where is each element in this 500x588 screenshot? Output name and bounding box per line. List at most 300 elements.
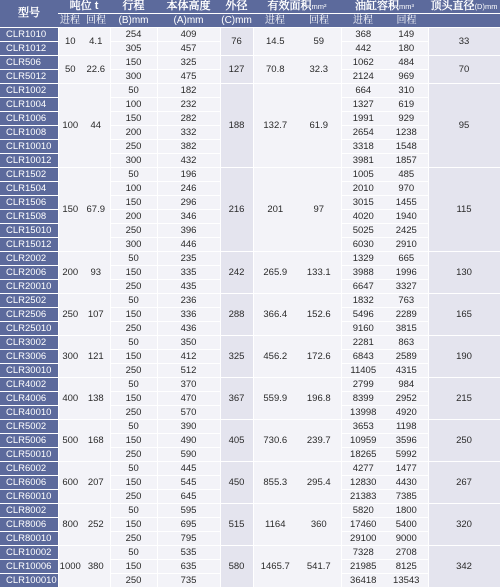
header-row-1 — [0, 0, 500, 14]
tonnage-advance-cell: 600 — [58, 462, 82, 504]
height-cell: 390 — [157, 420, 220, 434]
area-advance-cell: 201 — [253, 168, 297, 252]
table-row — [0, 420, 500, 434]
tonnage-advance-cell: 800 — [58, 504, 82, 546]
stroke-cell: 150 — [110, 350, 157, 364]
table-row — [0, 336, 500, 350]
oil-retract-cell: 984 — [385, 378, 428, 392]
stroke-cell: 50 — [110, 504, 157, 518]
height-cell: 490 — [157, 434, 220, 448]
area-advance-cell: 1164 — [253, 504, 297, 546]
oil-advance-cell: 1991 — [341, 112, 385, 126]
header-area-advance: 进程 — [253, 14, 297, 28]
model-cell: CLR1002 — [0, 84, 58, 98]
table-row — [0, 504, 500, 518]
model-cell: CLR1006 — [0, 112, 58, 126]
oil-advance-cell: 6030 — [341, 238, 385, 252]
height-cell: 246 — [157, 182, 220, 196]
stroke-cell: 300 — [110, 154, 157, 168]
height-cell: 475 — [157, 70, 220, 84]
area-advance-cell: 1465.7 — [253, 546, 297, 588]
header-head — [428, 0, 500, 14]
model-cell: CLR1012 — [0, 42, 58, 56]
model-cell: CLR30010 — [0, 364, 58, 378]
outer-diameter-cell: 405 — [220, 420, 253, 462]
model-cell: CLR5006 — [0, 434, 58, 448]
model-cell: CLR2506 — [0, 308, 58, 322]
tonnage-retract-cell: 380 — [82, 546, 110, 588]
stroke-cell: 250 — [110, 406, 157, 420]
header-height — [157, 0, 220, 14]
head-diameter-cell: 95 — [428, 84, 500, 168]
table-row — [0, 294, 500, 308]
stroke-cell: 150 — [110, 112, 157, 126]
header-outer — [220, 0, 253, 14]
oil-advance-cell: 13998 — [341, 406, 385, 420]
oil-advance-cell: 368 — [341, 28, 385, 42]
oil-retract-cell: 310 — [385, 84, 428, 98]
tonnage-advance-cell: 50 — [58, 56, 82, 84]
stroke-cell: 150 — [110, 308, 157, 322]
header-head-unit: (D)mm — [474, 2, 498, 11]
model-cell: CLR10002 — [0, 546, 58, 560]
model-cell: CLR10006 — [0, 560, 58, 574]
table-row — [0, 252, 500, 266]
model-cell: CLR506 — [0, 56, 58, 70]
stroke-cell: 250 — [110, 532, 157, 546]
oil-retract-cell: 1857 — [385, 154, 428, 168]
tonnage-advance-cell: 10 — [58, 28, 82, 56]
head-diameter-cell: 115 — [428, 168, 500, 252]
oil-advance-cell: 1005 — [341, 168, 385, 182]
area-advance-cell: 559.9 — [253, 378, 297, 420]
model-cell: CLR80010 — [0, 532, 58, 546]
header-height-label: 本体高度 — [166, 0, 211, 12]
tonnage-retract-cell: 168 — [82, 420, 110, 462]
model-cell: CLR15012 — [0, 238, 58, 252]
outer-diameter-cell: 216 — [220, 168, 253, 252]
stroke-cell: 50 — [110, 294, 157, 308]
oil-advance-cell: 4020 — [341, 210, 385, 224]
header-oil-advance: 进程 — [341, 14, 385, 28]
oil-retract-cell: 1800 — [385, 504, 428, 518]
model-cell: CLR1502 — [0, 168, 58, 182]
header-area-unit: mm² — [311, 2, 327, 11]
model-cell: CLR5002 — [0, 420, 58, 434]
oil-advance-cell: 3653 — [341, 420, 385, 434]
header-stroke-label: 行程 — [122, 0, 145, 12]
model-cell: CLR15010 — [0, 224, 58, 238]
oil-retract-cell: 619 — [385, 98, 428, 112]
table-row — [0, 462, 500, 476]
stroke-cell: 150 — [110, 560, 157, 574]
tonnage-retract-cell: 93 — [82, 252, 110, 294]
oil-advance-cell: 10959 — [341, 434, 385, 448]
header-area — [253, 0, 341, 14]
table-row — [0, 56, 500, 70]
height-cell: 735 — [157, 574, 220, 588]
area-advance-cell: 366.4 — [253, 294, 297, 336]
area-retract-cell: 239.7 — [297, 420, 341, 462]
height-cell: 570 — [157, 406, 220, 420]
oil-retract-cell: 3815 — [385, 322, 428, 336]
head-diameter-cell: 130 — [428, 252, 500, 294]
oil-retract-cell: 2289 — [385, 308, 428, 322]
oil-advance-cell: 5496 — [341, 308, 385, 322]
stroke-cell: 50 — [110, 168, 157, 182]
stroke-cell: 150 — [110, 434, 157, 448]
area-advance-cell: 14.5 — [253, 28, 297, 56]
oil-retract-cell: 2425 — [385, 224, 428, 238]
oil-retract-cell: 665 — [385, 252, 428, 266]
oil-retract-cell: 2910 — [385, 238, 428, 252]
outer-diameter-cell: 580 — [220, 546, 253, 588]
model-cell: CLR10012 — [0, 154, 58, 168]
header-outer-unit: (C)mm — [221, 15, 252, 26]
height-cell: 445 — [157, 462, 220, 476]
head-diameter-cell: 320 — [428, 504, 500, 546]
oil-advance-cell: 8399 — [341, 392, 385, 406]
model-cell: CLR8006 — [0, 518, 58, 532]
model-cell: CLR60010 — [0, 490, 58, 504]
header-tonnage-unit: t — [94, 0, 99, 12]
stroke-cell: 250 — [110, 574, 157, 588]
model-cell: CLR40010 — [0, 406, 58, 420]
tonnage-retract-cell: 22.6 — [82, 56, 110, 84]
oil-retract-cell: 1996 — [385, 266, 428, 280]
stroke-cell: 250 — [110, 364, 157, 378]
model-cell: CLR20010 — [0, 280, 58, 294]
tonnage-advance-cell: 1000 — [58, 546, 82, 588]
header-area-retract: 回程 — [297, 14, 341, 28]
tonnage-advance-cell: 250 — [58, 294, 82, 336]
stroke-cell: 150 — [110, 476, 157, 490]
stroke-cell: 250 — [110, 490, 157, 504]
table-row — [0, 546, 500, 560]
height-cell: 590 — [157, 448, 220, 462]
oil-retract-cell: 13543 — [385, 574, 428, 588]
area-retract-cell: 196.8 — [297, 378, 341, 420]
header-advance: 进程 — [60, 15, 80, 26]
head-diameter-cell: 190 — [428, 336, 500, 378]
oil-advance-cell: 12830 — [341, 476, 385, 490]
tonnage-advance-cell: 300 — [58, 336, 82, 378]
header-tonnage — [58, 0, 110, 14]
model-cell: CLR1010 — [0, 28, 58, 42]
tonnage-retract-cell: 252 — [82, 504, 110, 546]
height-cell: 396 — [157, 224, 220, 238]
height-cell: 332 — [157, 126, 220, 140]
height-cell: 296 — [157, 196, 220, 210]
tonnage-retract-cell: 121 — [82, 336, 110, 378]
tonnage-retract-cell: 4.1 — [82, 28, 110, 56]
area-advance-cell: 265.9 — [253, 252, 297, 294]
height-cell: 457 — [157, 42, 220, 56]
model-cell: CLR6006 — [0, 476, 58, 490]
area-retract-cell: 360 — [297, 504, 341, 546]
oil-retract-cell: 863 — [385, 336, 428, 350]
oil-retract-cell: 5992 — [385, 448, 428, 462]
model-cell: CLR4006 — [0, 392, 58, 406]
header-head-blank — [428, 14, 500, 28]
oil-retract-cell: 485 — [385, 168, 428, 182]
stroke-cell: 250 — [110, 448, 157, 462]
header-retract: 回程 — [82, 14, 110, 28]
table-row — [0, 84, 500, 98]
model-cell: CLR50010 — [0, 448, 58, 462]
head-diameter-cell: 250 — [428, 420, 500, 462]
stroke-cell: 150 — [110, 196, 157, 210]
stroke-cell: 50 — [110, 84, 157, 98]
oil-advance-cell: 7328 — [341, 546, 385, 560]
oil-advance-cell: 9160 — [341, 322, 385, 336]
oil-advance-cell: 3318 — [341, 140, 385, 154]
oil-retract-cell: 929 — [385, 112, 428, 126]
table-row — [0, 378, 500, 392]
oil-advance-cell: 21383 — [341, 490, 385, 504]
height-cell: 346 — [157, 210, 220, 224]
oil-advance-cell: 1062 — [341, 56, 385, 70]
header-outer-label: 外径 — [225, 0, 248, 12]
oil-advance-cell: 6647 — [341, 280, 385, 294]
stroke-cell: 150 — [110, 392, 157, 406]
model-cell: CLR3006 — [0, 350, 58, 364]
header-oil-unit: mm³ — [399, 2, 415, 11]
stroke-cell: 50 — [110, 252, 157, 266]
stroke-cell: 200 — [110, 126, 157, 140]
header-model-label: 型号 — [18, 7, 40, 19]
area-advance-cell: 855.3 — [253, 462, 297, 504]
area-retract-cell: 97 — [297, 168, 341, 252]
oil-retract-cell: 970 — [385, 182, 428, 196]
oil-retract-cell: 2708 — [385, 546, 428, 560]
stroke-cell: 300 — [110, 70, 157, 84]
oil-retract-cell: 1238 — [385, 126, 428, 140]
stroke-cell: 254 — [110, 28, 157, 42]
oil-advance-cell: 1327 — [341, 98, 385, 112]
head-diameter-cell: 33 — [428, 28, 500, 56]
oil-advance-cell: 1329 — [341, 252, 385, 266]
model-cell: CLR5012 — [0, 70, 58, 84]
model-cell: CLR3002 — [0, 336, 58, 350]
outer-diameter-cell: 325 — [220, 336, 253, 378]
oil-advance-cell: 2654 — [341, 126, 385, 140]
oil-retract-cell: 8125 — [385, 560, 428, 574]
header-area-label: 有效面积 — [267, 0, 312, 12]
oil-retract-cell: 1548 — [385, 140, 428, 154]
oil-advance-cell: 5820 — [341, 504, 385, 518]
tonnage-retract-cell: 207 — [82, 462, 110, 504]
outer-diameter-cell: 515 — [220, 504, 253, 546]
stroke-cell: 50 — [110, 420, 157, 434]
height-cell: 409 — [157, 28, 220, 42]
height-cell: 795 — [157, 532, 220, 546]
tonnage-advance-cell: 150 — [58, 168, 82, 252]
model-cell: CLR4002 — [0, 378, 58, 392]
oil-advance-cell: 36418 — [341, 574, 385, 588]
outer-diameter-cell: 76 — [220, 28, 253, 56]
stroke-cell: 200 — [110, 210, 157, 224]
oil-advance-cell: 6843 — [341, 350, 385, 364]
oil-advance-cell: 442 — [341, 42, 385, 56]
model-cell: CLR1004 — [0, 98, 58, 112]
head-diameter-cell: 342 — [428, 546, 500, 588]
stroke-cell: 150 — [110, 518, 157, 532]
stroke-cell: 250 — [110, 322, 157, 336]
oil-advance-cell: 2010 — [341, 182, 385, 196]
area-retract-cell: 133.1 — [297, 252, 341, 294]
height-cell: 232 — [157, 98, 220, 112]
model-cell: CLR6002 — [0, 462, 58, 476]
height-cell: 382 — [157, 140, 220, 154]
table-row — [0, 168, 500, 182]
height-cell: 370 — [157, 378, 220, 392]
oil-retract-cell: 484 — [385, 56, 428, 70]
area-advance-cell: 456.2 — [253, 336, 297, 378]
header-stroke-unit: (B)mm — [110, 14, 157, 28]
height-cell: 325 — [157, 56, 220, 70]
area-advance-cell: 730.6 — [253, 420, 297, 462]
height-cell: 535 — [157, 546, 220, 560]
tonnage-retract-cell: 138 — [82, 378, 110, 420]
oil-retract-cell: 4430 — [385, 476, 428, 490]
oil-advance-cell: 1832 — [341, 294, 385, 308]
oil-retract-cell: 1455 — [385, 196, 428, 210]
tonnage-advance-cell: 400 — [58, 378, 82, 420]
stroke-cell: 250 — [110, 224, 157, 238]
area-retract-cell: 152.6 — [297, 294, 341, 336]
tonnage-advance-cell: 200 — [58, 252, 82, 294]
oil-retract-cell: 969 — [385, 70, 428, 84]
model-cell: CLR2002 — [0, 252, 58, 266]
header-height-unit: (A)mm — [157, 14, 220, 28]
stroke-cell: 50 — [110, 336, 157, 350]
height-cell: 182 — [157, 84, 220, 98]
oil-advance-cell: 5025 — [341, 224, 385, 238]
model-cell: CLR25010 — [0, 322, 58, 336]
height-cell: 645 — [157, 490, 220, 504]
height-cell: 635 — [157, 560, 220, 574]
table-row — [0, 28, 500, 42]
model-cell: CLR1508 — [0, 210, 58, 224]
oil-advance-cell: 664 — [341, 84, 385, 98]
oil-advance-cell: 17460 — [341, 518, 385, 532]
height-cell: 695 — [157, 518, 220, 532]
stroke-cell: 150 — [110, 266, 157, 280]
tonnage-retract-cell: 67.9 — [82, 168, 110, 252]
oil-advance-cell: 2281 — [341, 336, 385, 350]
head-diameter-cell: 267 — [428, 462, 500, 504]
oil-advance-cell: 3981 — [341, 154, 385, 168]
height-cell: 350 — [157, 336, 220, 350]
height-cell: 336 — [157, 308, 220, 322]
header-model — [0, 0, 58, 28]
oil-advance-cell: 3988 — [341, 266, 385, 280]
stroke-cell: 150 — [110, 56, 157, 70]
area-retract-cell: 61.9 — [297, 84, 341, 168]
height-cell: 236 — [157, 294, 220, 308]
oil-advance-cell: 29100 — [341, 532, 385, 546]
outer-diameter-cell: 242 — [220, 252, 253, 294]
outer-diameter-cell: 450 — [220, 462, 253, 504]
oil-retract-cell: 2952 — [385, 392, 428, 406]
oil-advance-cell: 11405 — [341, 364, 385, 378]
header-tonnage-label: 吨位 — [69, 0, 92, 12]
area-retract-cell: 541.7 — [297, 546, 341, 588]
outer-diameter-cell: 367 — [220, 378, 253, 420]
height-cell: 282 — [157, 112, 220, 126]
oil-retract-cell: 3327 — [385, 280, 428, 294]
stroke-cell: 305 — [110, 42, 157, 56]
tonnage-retract-cell: 44 — [82, 84, 110, 168]
header-oil-retract: 回程 — [385, 14, 428, 28]
area-retract-cell: 59 — [297, 28, 341, 56]
oil-advance-cell: 4277 — [341, 462, 385, 476]
stroke-cell: 250 — [110, 280, 157, 294]
area-retract-cell: 295.4 — [297, 462, 341, 504]
header-stroke — [110, 0, 157, 14]
oil-retract-cell: 149 — [385, 28, 428, 42]
oil-retract-cell: 2589 — [385, 350, 428, 364]
outer-diameter-cell: 127 — [220, 56, 253, 84]
oil-retract-cell: 1477 — [385, 462, 428, 476]
head-diameter-cell: 70 — [428, 56, 500, 84]
model-cell: CLR8002 — [0, 504, 58, 518]
oil-advance-cell: 21985 — [341, 560, 385, 574]
stroke-cell: 100 — [110, 182, 157, 196]
height-cell: 435 — [157, 280, 220, 294]
outer-diameter-cell: 188 — [220, 84, 253, 168]
model-cell: CLR2502 — [0, 294, 58, 308]
tonnage-advance-cell: 500 — [58, 420, 82, 462]
height-cell: 470 — [157, 392, 220, 406]
head-diameter-cell: 215 — [428, 378, 500, 420]
outer-diameter-cell: 288 — [220, 294, 253, 336]
oil-retract-cell: 180 — [385, 42, 428, 56]
model-cell: CLR1008 — [0, 126, 58, 140]
tonnage-advance-cell: 100 — [58, 84, 82, 168]
stroke-cell: 100 — [110, 98, 157, 112]
oil-retract-cell: 4920 — [385, 406, 428, 420]
oil-advance-cell: 18265 — [341, 448, 385, 462]
model-cell: CLR10010 — [0, 140, 58, 154]
area-advance-cell: 70.8 — [253, 56, 297, 84]
header-oil-label: 油缸容积 — [355, 0, 400, 12]
oil-retract-cell: 4315 — [385, 364, 428, 378]
oil-retract-cell: 763 — [385, 294, 428, 308]
header-row-2 — [0, 14, 500, 28]
height-cell: 412 — [157, 350, 220, 364]
oil-advance-cell: 2799 — [341, 378, 385, 392]
oil-advance-cell: 3015 — [341, 196, 385, 210]
height-cell: 335 — [157, 266, 220, 280]
tonnage-retract-cell: 107 — [82, 294, 110, 336]
oil-retract-cell: 3596 — [385, 434, 428, 448]
oil-retract-cell: 1940 — [385, 210, 428, 224]
model-cell: CLR1506 — [0, 196, 58, 210]
area-advance-cell: 132.7 — [253, 84, 297, 168]
height-cell: 545 — [157, 476, 220, 490]
height-cell: 432 — [157, 154, 220, 168]
model-cell: CLR100010 — [0, 574, 58, 588]
area-retract-cell: 172.6 — [297, 336, 341, 378]
model-cell: CLR2006 — [0, 266, 58, 280]
stroke-cell: 50 — [110, 546, 157, 560]
height-cell: 196 — [157, 168, 220, 182]
oil-advance-cell: 2124 — [341, 70, 385, 84]
area-retract-cell: 32.3 — [297, 56, 341, 84]
spec-table-body — [0, 28, 500, 588]
